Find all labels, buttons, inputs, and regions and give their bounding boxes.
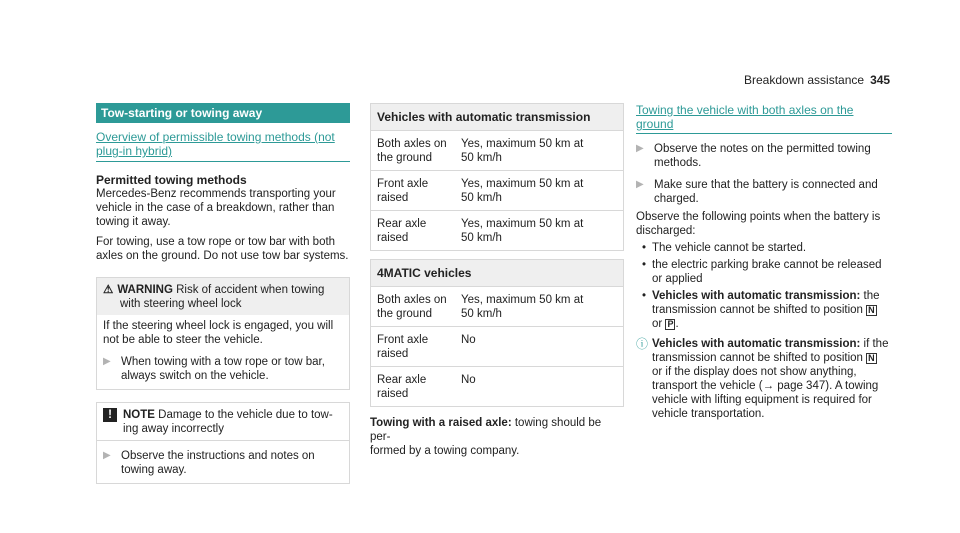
exclamation-icon: ! — [103, 408, 117, 422]
warning-header — [97, 278, 349, 315]
gear-p-key-icon: P — [667, 319, 674, 329]
text-line: not be able to steer the vehicle. — [103, 334, 263, 346]
text-line: vehicle transportation. — [652, 408, 765, 420]
table-row — [371, 286, 623, 326]
arrow-right-icon: ▶ — [103, 450, 111, 461]
table-cell: No — [461, 374, 476, 386]
text-line: axles on the ground. Do not use tow bar systems. — [96, 250, 349, 262]
table-cell: Yes, maximum 50 km at 50 km/h — [461, 138, 584, 164]
bullet-icon: • — [641, 290, 647, 302]
notice-text: Damage to the vehicle due to tow- — [158, 409, 333, 421]
warning-label: WARNING — [117, 284, 173, 296]
notice-text-2: ing away incorrectly — [123, 423, 224, 435]
table-cell: Front axle raised — [377, 178, 429, 204]
section-title: Breakdown assistance — [744, 73, 865, 87]
warning-text: Risk of accident when towing — [176, 284, 325, 296]
table-cell: Both axles on the ground — [377, 138, 447, 164]
text-line: Observe the notes on the permitted towing — [654, 143, 871, 155]
column-left — [96, 103, 350, 484]
table-title: Vehicles with automatic transmission — [371, 104, 623, 130]
raised-axle-label: Towing with a raised axle: — [370, 417, 512, 429]
table-cell: Yes, maximum 50 km at 50 km/h — [461, 294, 584, 320]
table-cell: No — [461, 334, 476, 346]
notice-label: NOTE — [123, 409, 155, 421]
table-row — [371, 366, 623, 406]
text-line: the electric parking brake cannot be released — [652, 259, 882, 271]
page-header — [744, 73, 960, 87]
notice-body — [97, 440, 349, 483]
bullet-icon: • — [641, 259, 647, 271]
arrow-right-icon: ▶ — [636, 179, 644, 190]
subsection-line-2: plug-in hybrid) — [96, 144, 173, 158]
action-item — [636, 142, 892, 170]
text-line: towing should be per- — [370, 417, 602, 443]
table-4matic — [370, 259, 624, 407]
text-line: Observe the instructions and notes on — [121, 450, 315, 462]
text-line: methods. — [654, 157, 702, 169]
permitted-heading: Permitted towing methods — [96, 173, 247, 187]
text-line: formed by a towing company. — [370, 445, 520, 457]
text-line: Mercedes-Benz recommends transporting your — [96, 188, 336, 200]
table-row — [371, 326, 623, 366]
text-line: vehicle with lifting equipment is required for — [652, 394, 872, 406]
notice-box — [96, 402, 350, 484]
text-line: or if the display does not show anything, — [652, 366, 857, 378]
para-recommend — [96, 187, 350, 229]
text-line: The vehicle cannot be started. — [652, 242, 807, 254]
observe-text — [636, 210, 892, 238]
column-right — [636, 103, 892, 421]
text-line: Observe the following points when the battery is — [636, 211, 881, 223]
warning-body — [97, 315, 349, 389]
list-item — [636, 241, 892, 255]
text-line: charged. — [654, 193, 699, 205]
warning-box — [96, 277, 350, 390]
text-line: transmission cannot be shifted to position — [652, 352, 863, 364]
gear-n-key-icon: N — [868, 305, 875, 315]
bold-label: Vehicles with automatic transmission: — [652, 290, 861, 302]
list-item — [636, 258, 892, 286]
raised-axle-note — [370, 416, 622, 458]
text-line: discharged: — [636, 225, 696, 237]
link-text: Towing the vehicle with both axles on the ground — [636, 103, 854, 131]
table-cell: Yes, maximum 50 km at 50 km/h — [461, 218, 584, 244]
list-item: • Vehicles with automatic transmission: the transmission cannot be shifted to position N or P . — [636, 289, 892, 331]
arrow-right-icon: ▶ — [103, 356, 111, 367]
text-line: Make sure that the battery is connected and — [654, 179, 878, 191]
para-towing — [96, 235, 350, 263]
notice-header — [97, 403, 349, 440]
warning-triangle-icon: ⚠ — [103, 284, 114, 296]
text-line: or — [652, 318, 663, 330]
subsection-link[interactable] — [96, 130, 350, 162]
text-line: towing it away. — [96, 216, 171, 228]
action-item — [103, 449, 343, 477]
table-cell: Both axles on the ground — [377, 294, 447, 320]
table-cell: Front axle raised — [377, 334, 429, 360]
both-axles-link[interactable] — [636, 103, 892, 134]
warning-text-2: with steering wheel lock — [120, 298, 242, 310]
bold-label: Vehicles with automatic transmission: — [652, 338, 861, 350]
info-note — [636, 337, 892, 421]
text-line: vehicle in the case of a breakdown, rather than — [96, 202, 335, 214]
text-line: if the — [863, 338, 889, 350]
text-line: always switch on the vehicle. — [121, 370, 269, 382]
info-icon: ⓘ — [636, 337, 649, 351]
gear-n-key-icon: N — [868, 353, 875, 363]
table-title: 4MATIC vehicles — [371, 260, 623, 286]
text-line: or applied — [652, 273, 703, 285]
text-line: towing away. — [121, 464, 187, 476]
arrow-right-icon: ▶ — [636, 143, 644, 154]
text-line: If the steering wheel lock is engaged, you will — [103, 320, 334, 332]
action-item — [636, 178, 892, 206]
table-automatic — [370, 103, 624, 251]
column-middle — [370, 103, 622, 458]
text-line: When towing with a tow rope or tow bar, — [121, 356, 325, 368]
table-cell: Rear axle raised — [377, 218, 427, 244]
table-row — [371, 210, 623, 250]
page-number: 345 — [870, 73, 891, 87]
text-line: For towing, use a tow rope or tow bar with both — [96, 236, 336, 248]
subsection-line-1: Overview of permissible towing methods (not — [96, 130, 335, 144]
table-row — [371, 170, 623, 210]
page-reference[interactable]: transport the vehicle (→ page 347). A towing — [652, 380, 879, 392]
table-cell: Rear axle raised — [377, 374, 427, 400]
text-line: the — [863, 290, 880, 302]
bullet-icon: • — [641, 242, 647, 254]
section-bar: Tow-starting or towing away — [96, 103, 350, 123]
table-cell: Yes, maximum 50 km at 50 km/h — [461, 178, 584, 204]
action-item — [103, 355, 343, 383]
text-line: transmission cannot be shifted to position — [652, 304, 863, 316]
table-row — [371, 130, 623, 170]
